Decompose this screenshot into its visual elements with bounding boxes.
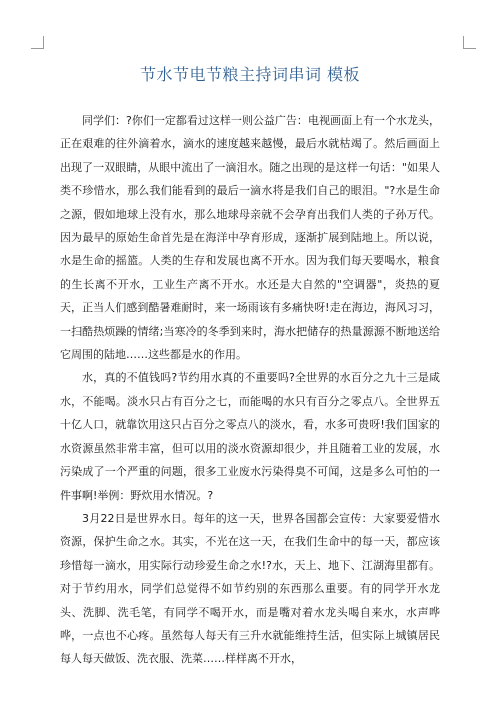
- paragraph: 3月22日是世界水日。每年的这一天，世界各国都会宣传：大家要爱惜水资源，保护生命之水。其实，不光在这一天，在我们生命中的每一天，都应该珍惜每一滴水，用实际行动珍爱生命之水!?水，天上、地下、江湖海里都有。对于节约用水，同学们总觉得不如节约别的东西那么重要。有的同学开水龙头、洗脚、洗毛笔，有同学不喝开水，而是嘴对着水龙头喝自来水，水声哗哗，一点也不心疼。虽然每人每天有三升水就能维持生活，但实际上城镇居民每人每天做饭、洗衣服、洗菜……样样离不开水，: [60, 511, 440, 666]
- paragraph: 水，真的不值钱吗?节约用水真的不重要吗?全世界的水百分之九十三是咸水，不能喝。淡水只占有百分之七，而能喝的水只有百分之零点八。全世界五十亿人口，就靠饮用这只占百分之零点八的淡水，看，水多可贵呀!我们国家的水资源虽然非常丰富，但可以用的淡水资源却很少，并且随着工业的发展，水污染成了一个严重的问题，很多工业废水污染得臭不可闻，这是多么可怕的一件事啊!举例：野炊用水情况。?: [60, 371, 440, 502]
- paragraph: 同学们：?你们一定都看过这样一则公益广告：电视画面上有一个水龙头，正在艰难的往外滴着水，滴水的速度越来越慢，最后水就枯竭了。然后画面上出现了一双眼睛，从眼中流出了一滴泪水。随之出现的是这样一句话："如果人类不珍惜水，那么我们能看到的最后一滴水将是我们自己的眼泪。"?水是生命之源，假如地球上没有水，那么地球母亲就不会孕育出我们人类的子孙万代。因为最早的原始生命首先是在海洋中孕育形成，逐渐扩展到陆地上。所以说，水是生命的摇篮。人类的生存和发展也离不开水。因为我们每天要喝水，粮食的生长离不开水，工业生产离不开水。水还是大自然的"空调器"，炎热的夏天，正当人们感到酷暑难耐时，来一场雨该有多痛快呀!走在海边，海风习习，一扫酷热烦躁的情绪;当寒冷的冬季到来时，海水把储存的热量源源不断地送给它周围的陆地……这些都是水的作用。: [60, 114, 440, 362]
- corner-mark-top-right: [463, 36, 476, 49]
- document-title: 节水节电节粮主持词串词 模板: [139, 65, 361, 84]
- corner-mark-top-left: [31, 36, 44, 49]
- document-body: [60, 109, 440, 671]
